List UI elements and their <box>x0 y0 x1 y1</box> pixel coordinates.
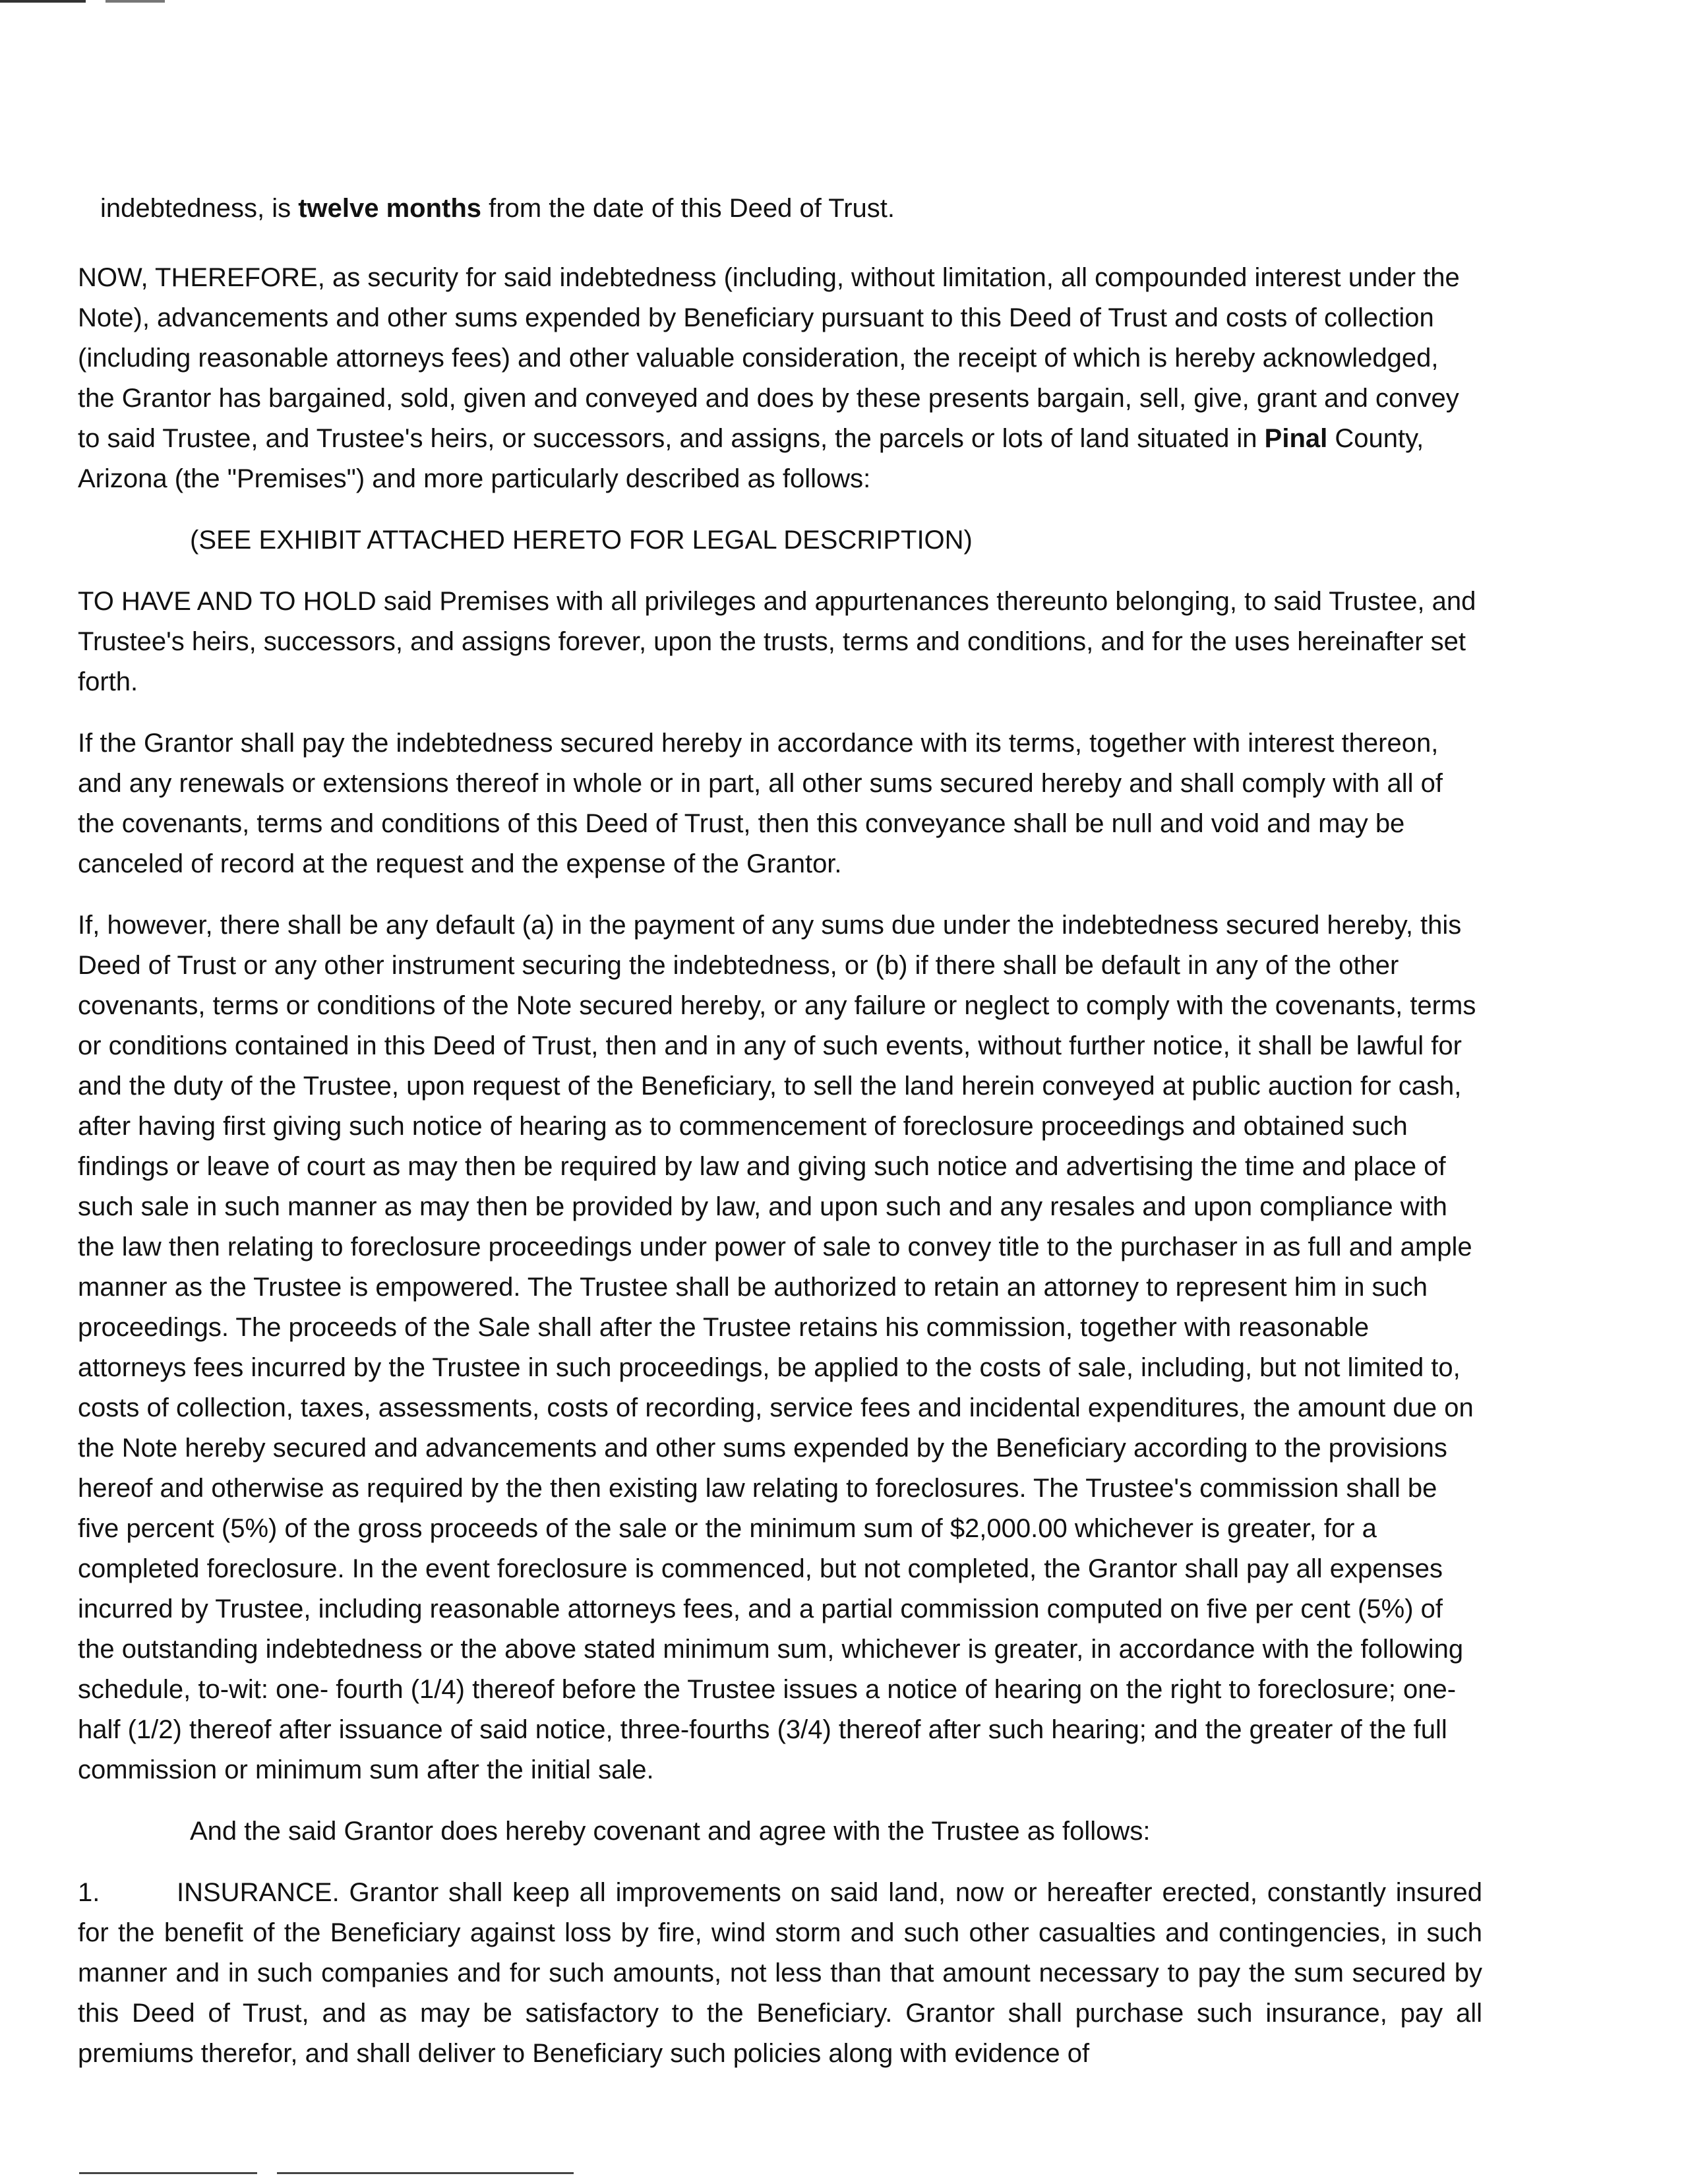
covenant-intro: And the said Grantor does hereby covenant and agree with the Trustee as follows: <box>190 1817 1151 1846</box>
scan-artifact-bottom <box>79 2172 593 2174</box>
exhibit-note: (SEE EXHIBIT ATTACHED HERETO FOR LEGAL DESCRIPTION) <box>190 526 973 555</box>
insurance-text: INSURANCE. Grantor shall keep all improvements on said land, now or hereafter erected, constantly insured for the benefit of the Beneficiary against loss by fire, wind storm and such other casualties and contingencies, in such manner and in such companies and for such amounts, not less than that amount necessary to pay the sum secured by this Deed of Trust, and as may be satisfactory to the Beneficiary. Grantor shall purchase such insurance, pay all premiums therefor, and shall deliver to Beneficiary such policies along with evidence of <box>78 1878 1482 2068</box>
scan-artifact-top <box>0 0 211 3</box>
default-paragraph: If, however, there shall be any default (a) in the payment of any sums due under the indebtedness secured hereby, this Deed of Trust or any other instrument securing the indebtedness, or (b) if there shall be default in any of the other covenants, terms or conditions of the Note secured hereby, or any failure or neglect to comply with the covenants, terms or conditions contained in this Deed of Trust, then and in any of such events, without further notice, it shall be lawful for and the duty of the Trustee, upon request of the Beneficiary, to sell the land herein conveyed at public auction for cash, after having first giving such notice of hearing as to commencement of foreclosure proceedings and obtained such findings or leave of court as may then be required by law and giving such notice and advertising the time and place of such sale in such manner as may then be provided by law, and upon such and any resales and upon compliance with the law then relating to foreclosure proceedings under power of sale to convey title to the purchaser in as full and ample manner as the Trustee is empowered. The Trustee shall be authorized to retain an attorney to represent him in such proceedings. The proceeds of the Sale shall after the Trustee retains his commission, together with reasonable attorneys fees incurred by the Trustee in such proceedings, be applied to the costs of sale, including, but not limited to, costs of collection, taxes, assessments, costs of recording, service fees and incidental expenditures, the amount due on the Note hereby secured and advancements and other sums expended by the Beneficiary according to the provisions hereof and otherwise as required by the then existing law relating to foreclosures. The Trustee's commission shall be five percent (5%) of the gross proceeds of the sale or the minimum sum of $2,000.00 whichever is greater, for a completed foreclosure. In the event foreclosure is commenced, but not completed, the Grantor shall pay all expenses incurred by Trustee, including reasonable attorneys fees, and a partial commission computed on five per cent (5%) of the outstanding indebtedness or the above stated minimum sum, whichever is greater, in accordance with the following schedule, to-wit: one- fourth (1/4) thereof before the Trustee issues a notice of hearing on the right to foreclosure; one-half (1/2) thereof after issuance of said notice, three-fourths (3/4) thereof after such hearing; and the greater of the full commission or minimum sum after the initial sale. <box>78 911 1476 1784</box>
insurance-clause <box>78 1873 1482 2074</box>
document-page <box>78 189 1482 2074</box>
habendum-paragraph: TO HAVE AND TO HOLD said Premises with all privileges and appurtenances thereunto belonging, to said Trustee, and Trustee's heirs, successors, and assigns forever, upon the trusts, terms and conditions, and for the uses hereinafter set forth. <box>78 587 1476 696</box>
county-name: Pinal <box>1264 424 1328 453</box>
opening-paragraph: indebtedness, is twelve months from the date of this Deed of Trust. <box>100 194 895 223</box>
term-duration: twelve months <box>298 194 482 223</box>
clause-number: 1. <box>78 1878 100 1907</box>
now-therefore-paragraph: NOW, THEREFORE, as security for said indebtedness (including, without limitation, all compounded interest under the Note), advancements and other sums expended by Beneficiary pursuant to this Deed of Trust and costs of collection (including reasonable attorneys fees) and other valuable consideration, the receipt of which is hereby acknowledged, the Grantor has bargained, sold, given and conveyed and does by these presents bargain, sell, give, grant and convey to said Trustee, and Trustee's heirs, or successors, and assigns, the parcels or lots of land situated in Pinal County, Arizona (the "Premises") and more particularly described as follows: <box>78 263 1460 493</box>
defeasance-paragraph: If the Grantor shall pay the indebtedness secured hereby in accordance with its terms, together with interest thereon, and any renewals or extensions thereof in whole or in part, all other sums secured hereby and shall comply with all of the covenants, terms and conditions of this Deed of Trust, then this conveyance shall be null and void and may be canceled of record at the request and the expense of the Grantor. <box>78 729 1443 878</box>
